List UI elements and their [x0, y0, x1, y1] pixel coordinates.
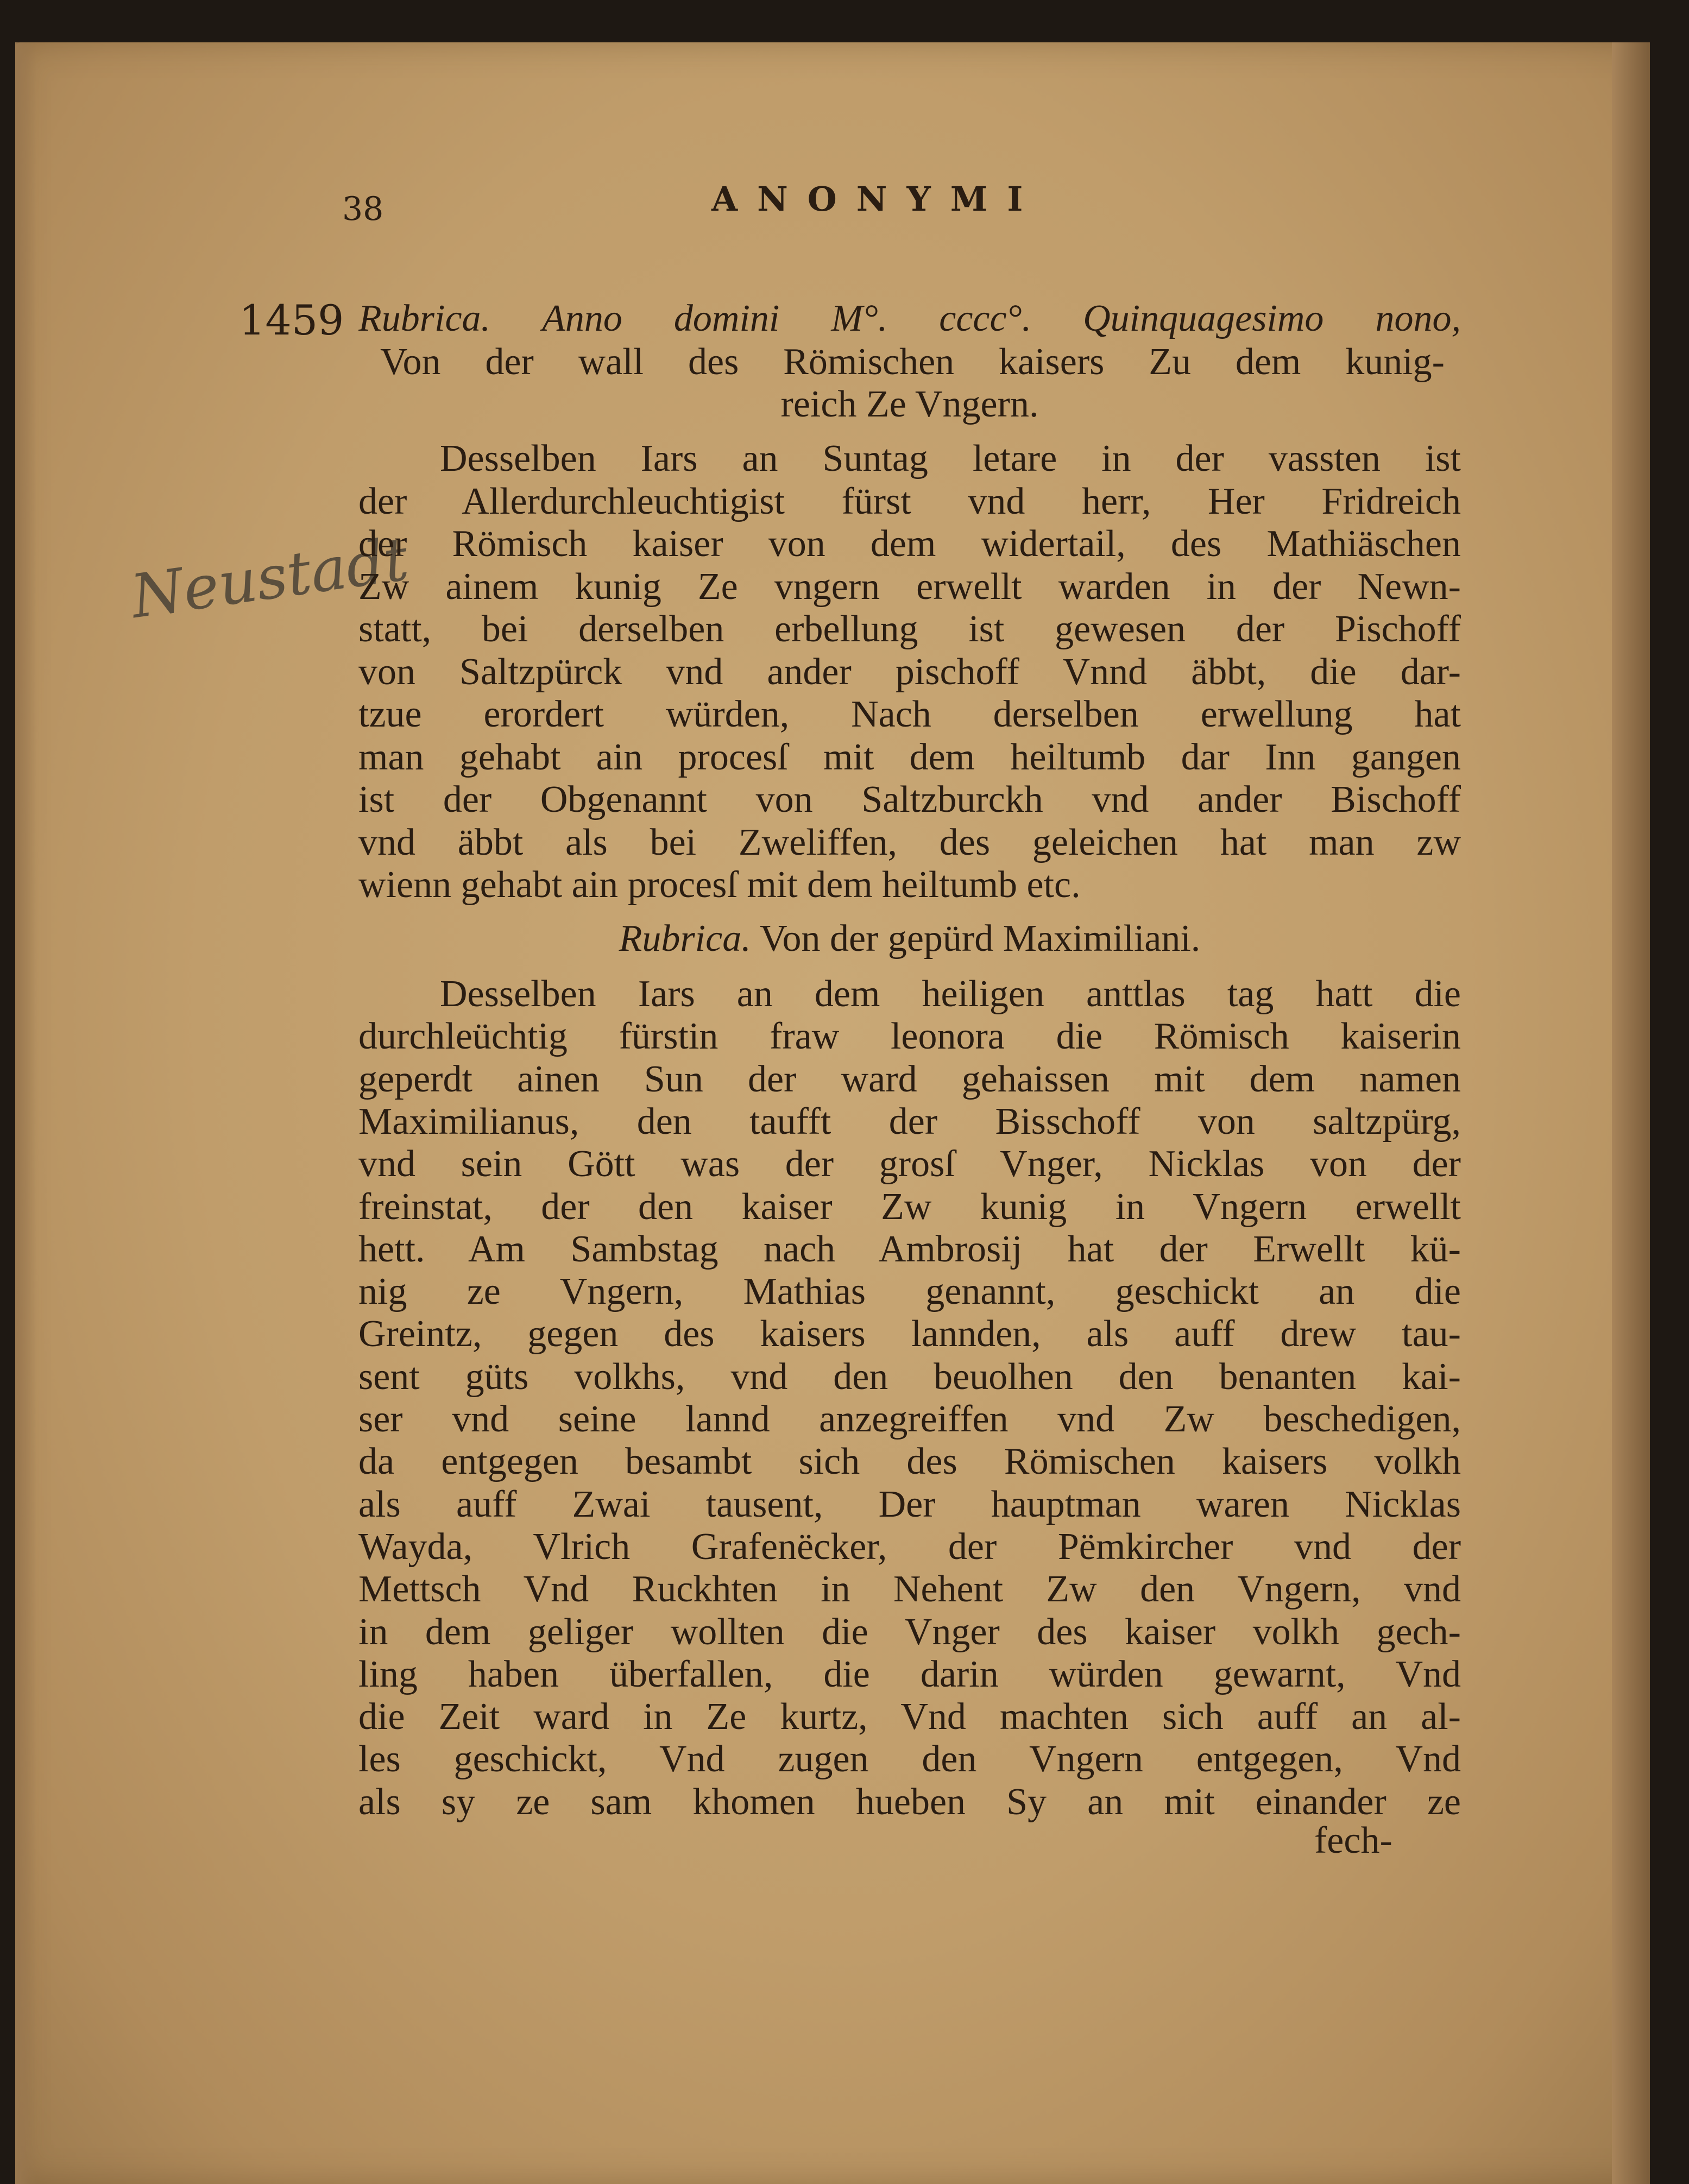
paragraph-1-line: der Römisch kaiser von dem widertail, des Mathiäschen [358, 523, 1461, 565]
paragraph-1-line: wienn gehabt ain procesſ mit dem heiltumb etc. [358, 864, 1081, 906]
running-head [342, 179, 1374, 233]
paragraph-2-line: les geschickt, Vnd zugen den Vngern entgegen, Vnd [358, 1738, 1461, 1781]
page-number: 38 [342, 190, 384, 228]
paragraph-2-line: Greintz, gegen des kaisers lannden, als auff drew tau- [358, 1313, 1461, 1355]
paragraph-2-line: sent güts volkhs, vnd den beuolhen den benanten kai- [358, 1355, 1461, 1398]
heading-2-rubric-rest: Von der gepürd Maximiliani. [759, 918, 1201, 960]
paragraph-2-line: in dem geliger wollten die Vnger des kaiser volkh gech- [358, 1611, 1461, 1653]
margin-year: 1459 [239, 296, 344, 344]
paragraph-2-line: nig ze Vngern, Mathias genannt, geschickt an die [358, 1271, 1461, 1313]
running-title: ANONYMI [711, 179, 1043, 219]
paragraph-1-line: vnd äbbt als bei Zweliffen, des geleichen hat man zw [358, 821, 1461, 863]
heading-2 [358, 918, 1461, 960]
paragraph-2-line: als auff Zwai tausent, Der hauptman waren Nicklas [358, 1483, 1461, 1525]
handwritten-margin-note: Neustadt [127, 523, 413, 632]
heading-1-line-3: reich Ze Vngern. [780, 383, 1039, 425]
paragraph-1-line: man gehabt ain procesſ mit dem heiltumb dar Inn gangen [358, 736, 1461, 778]
paragraph-2-line: Wayda, Vlrich Grafenëcker, der Pëmkircher vnd der [358, 1525, 1461, 1568]
paragraph-2-line: Mettsch Vnd Ruckhten in Nehent Zw den Vngern, vnd [358, 1568, 1461, 1611]
paragraph-2-line: ser vnd seine lannd anzegreiffen vnd Zw beschedigen, [358, 1398, 1461, 1440]
paragraph-2-line: durchleüchtig fürstin fraw leonora die Römisch kaiserin [358, 1015, 1461, 1058]
paragraph-2-line: die Zeit ward in Ze kurtz, Vnd machten sich auff an al- [358, 1696, 1461, 1738]
paragraph-2-line: vnd sein Gött was der grosſ Vnger, Nicklas von der [358, 1143, 1461, 1185]
paragraph-1-line: von Saltzpürck vnd ander pischoff Vnnd äbbt, die dar- [358, 651, 1461, 693]
heading-2-rubric-label: Rubrica. [619, 918, 751, 960]
paragraph-2-line: ling haben überfallen, die darin würden gewarnt, Vnd [358, 1653, 1461, 1695]
paragraph-1-line: statt, bei derselben erbellung ist gewesen der Pischoff [358, 608, 1461, 650]
page-right-edge [1612, 42, 1650, 2184]
paragraph-2-line: hett. Am Sambstag nach Ambrosij hat der Erwellt kü- [358, 1228, 1461, 1270]
heading-1-rubric-label: Rubrica. [358, 298, 491, 339]
catchword: fech- [1314, 1820, 1392, 1861]
paragraph-1-line: der Allerdurchleuchtigist fürst vnd herr, Her Fridreich [358, 480, 1461, 522]
paragraph-1-line: tzue erordert würden, Nach derselben erwellung hat [358, 693, 1461, 735]
paragraph-2-line: freinstat, der den kaiser Zw kunig in Vngern erwellt [358, 1185, 1461, 1228]
paragraph-1-line: ist der Obgenannt von Saltzburckh vnd ander Bischoff [358, 779, 1461, 820]
paragraph-2-line: Desselben Iars an dem heiligen anttlas tag hatt die [440, 973, 1461, 1015]
paragraph-2-line: als sy ze sam khomen hueben Sy an mit einander ze [358, 1781, 1461, 1823]
heading-1-line-2: Von der wall des Römischen kaisers Zu dem kunig- [380, 341, 1445, 383]
paragraph-2-line: geperdt ainen Sun der ward gehaissen mit dem namen [358, 1058, 1461, 1100]
paragraph-2-line: da entgegen besambt sich des Römischen kaisers volkh [358, 1441, 1461, 1483]
paragraph-1-line: Zw ainem kunig Ze vngern erwellt warden in der Newn- [358, 565, 1461, 608]
heading-1-rubric-rest: Anno domini M°. cccc°. Quinquagesimo nono, [542, 298, 1461, 339]
page-left-shadow [15, 42, 37, 2184]
heading-1-line-1 [358, 298, 1461, 340]
paragraph-2-line: Maximilianus, den taufft der Bisschoff von saltzpürg, [358, 1100, 1461, 1143]
paragraph-1-line: Desselben Iars an Suntag letare in der vassten ist [440, 438, 1461, 479]
